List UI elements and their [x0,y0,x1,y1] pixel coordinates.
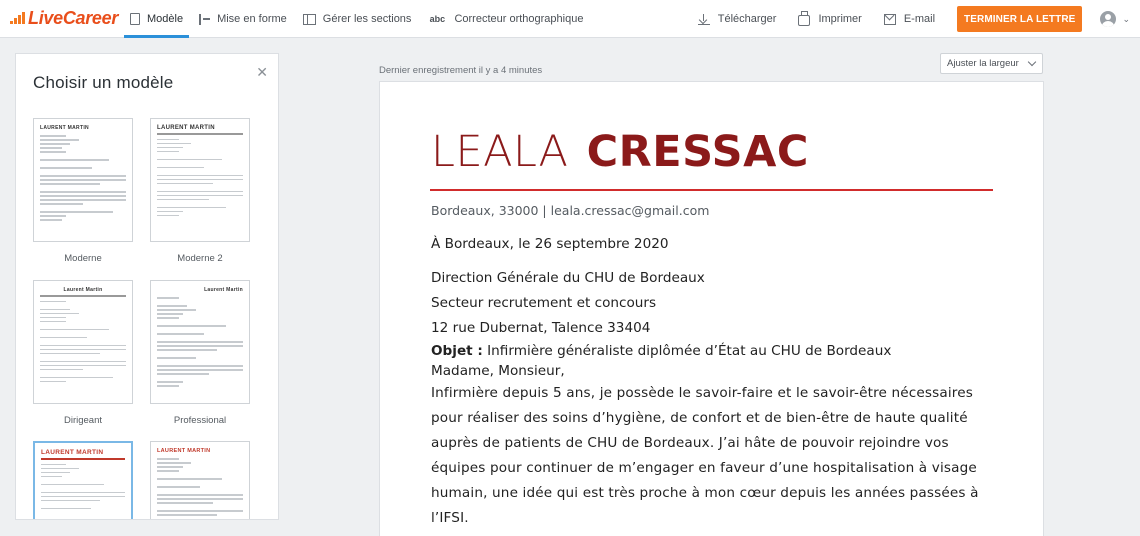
zoom-select-value: Ajuster la largeur [947,58,1019,69]
tab-template-label: Modèle [147,13,184,25]
user-avatar-icon[interactable] [1100,11,1116,27]
download-icon [698,14,710,25]
logo-bars-icon [10,12,26,24]
date-line[interactable]: À Bordeaux, le 26 septembre 2020 [431,236,669,252]
tab-template[interactable] [124,0,189,38]
chevron-down-icon[interactable]: ⌄ [1122,13,1130,24]
thumb-name: LAURENT MARTIN [40,125,89,131]
format-icon [199,14,210,25]
download-label: Télécharger [717,13,777,25]
print-label: Imprimer [818,13,862,25]
finish-letter-button[interactable]: TERMINER LA LETTRE [957,6,1082,32]
template-panel [15,53,279,520]
letter-name-heading[interactable] [431,127,809,177]
template-label: Moderne 2 [177,253,223,264]
chevron-down-icon [1028,58,1036,66]
top-bar [0,0,1140,38]
mail-icon [884,14,896,25]
template-selected[interactable] [33,441,133,520]
first-name: LEALA [431,127,569,177]
template-dirigeant[interactable] [33,280,133,426]
panel-title: Choisir un modèle [33,73,174,92]
main-nav [124,0,593,38]
tab-sections-label: Gérer les sections [322,13,412,25]
contact-line[interactable]: Bordeaux, 33000 | leala.cressac@gmail.com [431,203,710,218]
brand-logo[interactable] [10,7,118,29]
template-thumbnail [150,441,250,520]
last-name: CRESSAC [586,127,809,177]
recipient-line: Secteur recrutement et concours [431,295,657,311]
salutation[interactable]: Madame, Monsieur, [431,363,565,379]
thumb-name: LAURENT MARTIN [157,448,211,454]
recipient-block[interactable] [431,266,1001,341]
body-paragraph[interactable]: Infirmière depuis 5 ans, je possède le savoir-faire et le savoir-être nécessaires pour réaliser des soins d’hygiène, de confort et de bien-être de haute qualité auprès de patients de CHU de Bordeaux. J’ai hâte de pouvoir rejoindre vos équipes pour continuer de m’engager en faveur d’une hospitalisation à visage humain, une idée qui est très proche à mon cœur depuis les années passées à l’IFSI. [431,385,979,526]
template-moderne[interactable] [33,118,133,264]
tab-formatting[interactable] [193,0,293,38]
header-divider [430,189,993,191]
tab-sections[interactable] [297,0,418,38]
thumb-name: Laurent Martin [204,287,243,293]
recipient-line: Direction Générale du CHU de Bordeaux [431,270,705,286]
template-label: Dirigeant [63,415,103,426]
spellcheck-icon: abc [429,14,446,24]
template-label: Moderne [64,253,102,264]
tab-spellcheck-label: Correcteur orthographique [454,13,584,25]
thumb-name: LAURENT MARTIN [157,125,215,131]
template-option[interactable] [150,441,250,520]
letter-body[interactable] [431,234,1001,531]
subject-text: Infirmière généraliste diplômée d’État au CHU de Bordeaux [487,343,892,359]
zoom-select[interactable] [940,53,1043,74]
thumb-name: Laurent Martin [63,287,103,293]
subject-line[interactable] [431,341,1001,361]
template-thumbnail [150,118,250,242]
sections-icon [303,14,316,25]
tab-formatting-label: Mise en forme [217,13,287,25]
email-label: E-mail [903,13,936,25]
print-icon [798,15,810,26]
template-thumbnail [33,280,133,404]
template-moderne-2[interactable] [150,118,250,264]
last-saved-status: Dernier enregistrement il y a 4 minutes [379,65,543,76]
thumb-name: LAURENT MARTIN [41,449,104,456]
template-thumbnail [33,441,133,520]
document-icon [130,13,140,25]
template-label: Professional [173,415,227,426]
letter-page[interactable] [379,81,1044,536]
recipient-line: 12 rue Dubernat, Talence 33404 [431,320,651,336]
template-thumbnail [33,118,133,242]
email-button[interactable] [884,13,935,25]
subject-label: Objet : [431,343,483,359]
tab-spellcheck[interactable] [421,0,589,38]
download-button[interactable] [698,13,777,25]
brand-name: LiveCareer [28,7,119,28]
print-button[interactable] [798,13,861,26]
template-thumbnail [150,280,250,404]
template-professional[interactable] [150,280,250,426]
top-actions [698,0,1140,38]
close-icon[interactable]: ✕ [256,64,268,80]
